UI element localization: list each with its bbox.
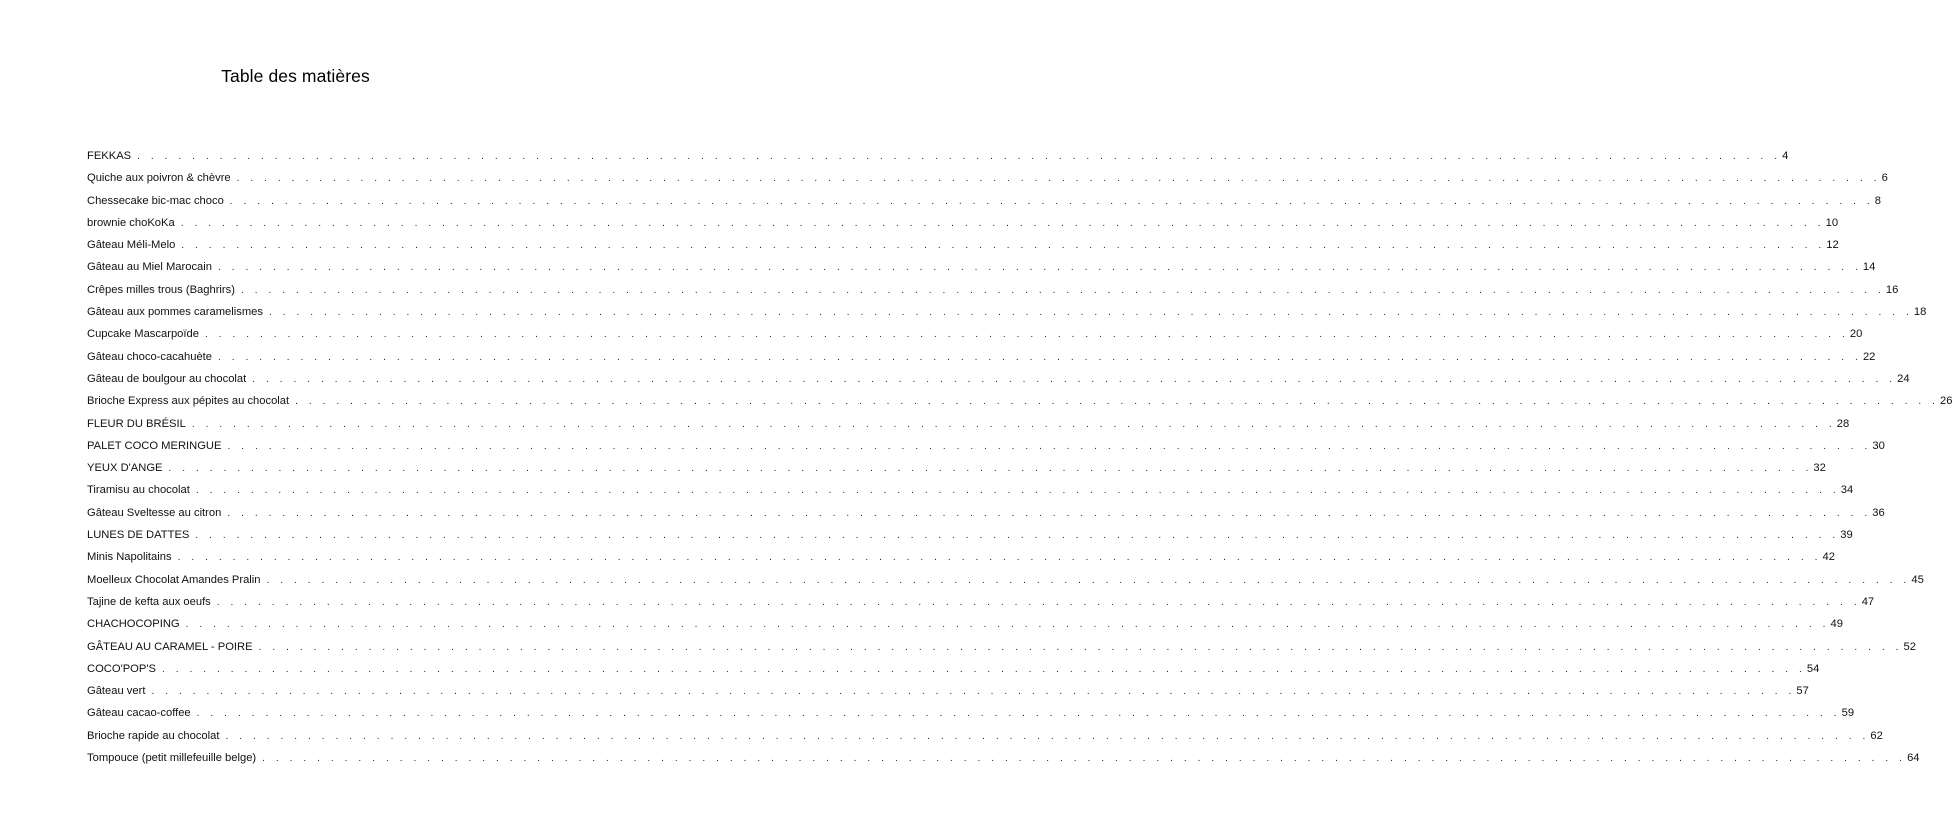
toc-entry-page-number: 16 [1885, 283, 1899, 296]
toc-entry-page-number: 32 [1813, 462, 1826, 475]
toc-entry-page-number: 42 [1822, 551, 1835, 564]
toc-entry-label: GÂTEAU AU CARAMEL - POIRE [87, 640, 253, 653]
toc-entry-page-number: 54 [1806, 662, 1820, 675]
toc-entry-page-number: 64 [1907, 752, 1920, 765]
toc-entry-label: Moelleux Chocolat Amandes Pralin [87, 573, 261, 586]
toc-entry-page-number: 24 [1897, 372, 1910, 385]
dot-leader: . . . . . . . . . . . . . . . . . . . . . . . . . . . . . . . . . . . . . . . . . . . . . . . . . . . . . . . . . . . . . . . . . . . . . . . . . . . . . . . . . . . . . . . . . . . . . . . . . . . . . . . . . . . . . . . . . . . . . . . . [181, 240, 1826, 252]
dot-leader: . . . . . . . . . . . . . . . . . . . . . . . . . . . . . . . . . . . . . . . . . . . . . . . . . . . . . . . . . . . . . . . . . . . . . . . . . . . . . . . . . . . . . . . . . . . . . . . . . . . . . . . . . . . . . . . . . . . . . . . . [252, 373, 1897, 385]
table-of-contents [87, 145, 1953, 769]
dot-leader: . . . . . . . . . . . . . . . . . . . . . . . . . . . . . . . . . . . . . . . . . . . . . . . . . . . . . . . . . . . . . . . . . . . . . . . . . . . . . . . . . . . . . . . . . . . . . . . . . . . . . . . . . . . . . . . . . . . . . . . . [225, 730, 1870, 742]
toc-entry-page-number: 47 [1861, 595, 1875, 608]
dot-leader: . . . . . . . . . . . . . . . . . . . . . . . . . . . . . . . . . . . . . . . . . . . . . . . . . . . . . . . . . . . . . . . . . . . . . . . . . . . . . . . . . . . . . . . . . . . . . . . . . . . . . . . . . . . . . . . . . . . . . . . . [268, 307, 1913, 319]
toc-entry-page-number: 12 [1826, 239, 1839, 252]
toc-entry[interactable] [87, 636, 1916, 658]
toc-entry-label: Gâteau vert [87, 685, 146, 698]
dot-leader: . . . . . . . . . . . . . . . . . . . . . . . . . . . . . . . . . . . . . . . . . . . . . . . . . . . . . . . . . . . . . . . . . . . . . . . . . . . . . . . . . . . . . . . . . . . . . . . . . . . . . . . . . . . . . . . . . . . . . . . . [227, 507, 1872, 519]
dot-leader: . . . . . . . . . . . . . . . . . . . . . . . . . . . . . . . . . . . . . . . . . . . . . . . . . . . . . . . . . . . . . . . . . . . . . . . . . . . . . . . . . . . . . . . . . . . . . . . . . . . . . . . . . . . . . . . . . . . . . . . . [180, 217, 1825, 229]
toc-entry[interactable] [87, 145, 1789, 167]
dot-leader: . . . . . . . . . . . . . . . . . . . . . . . . . . . . . . . . . . . . . . . . . . . . . . . . . . . . . . . . . . . . . . . . . . . . . . . . . . . . . . . . . . . . . . . . . . . . . . . . . . . . . . . . . . . . . . . . . . . . . . . . [295, 396, 1940, 408]
toc-entry-label: Tompouce (petit millefeuille belge) [87, 752, 257, 765]
toc-entry-page-number: 28 [1836, 417, 1850, 430]
toc-entry[interactable] [87, 502, 1885, 524]
dot-leader: . . . . . . . . . . . . . . . . . . . . . . . . . . . . . . . . . . . . . . . . . . . . . . . . . . . . . . . . . . . . . . . . . . . . . . . . . . . . . . . . . . . . . . . . . . . . . . . . . . . . . . . . . . . . . . . . . . . . . . . . [191, 418, 1836, 430]
toc-entry-label: Tiramisu au chocolat [87, 484, 190, 497]
toc-entry[interactable] [87, 234, 1839, 256]
dot-leader: . . . . . . . . . . . . . . . . . . . . . . . . . . . . . . . . . . . . . . . . . . . . . . . . . . . . . . . . . . . . . . . . . . . . . . . . . . . . . . . . . . . . . . . . . . . . . . . . . . . . . . . . . . . . . . . . . . . . . . . . [240, 284, 1885, 296]
toc-entry[interactable] [87, 256, 1876, 278]
toc-entry-page-number: 18 [1913, 306, 1927, 319]
dot-leader: . . . . . . . . . . . . . . . . . . . . . . . . . . . . . . . . . . . . . . . . . . . . . . . . . . . . . . . . . . . . . . . . . . . . . . . . . . . . . . . . . . . . . . . . . . . . . . . . . . . . . . . . . . . . . . . . . . . . . . . . [216, 596, 1861, 608]
toc-entry-label: YEUX D'ANGE [87, 462, 163, 475]
toc-entry-page-number: 10 [1825, 216, 1839, 229]
toc-entry[interactable] [87, 591, 1875, 613]
toc-entry-page-number: 6 [1881, 172, 1888, 185]
dot-leader: . . . . . . . . . . . . . . . . . . . . . . . . . . . . . . . . . . . . . . . . . . . . . . . . . . . . . . . . . . . . . . . . . . . . . . . . . . . . . . . . . . . . . . . . . . . . . . . . . . . . . . . . . . . . . . . . . . . . . . . . [266, 574, 1911, 586]
toc-entry[interactable] [87, 390, 1953, 412]
toc-entry-label: LUNES DE DATTES [87, 529, 190, 542]
toc-entry[interactable] [87, 279, 1899, 301]
toc-entry-page-number: 62 [1870, 729, 1883, 742]
toc-entry-page-number: 20 [1849, 328, 1863, 341]
toc-entry-page-number: 34 [1840, 484, 1854, 497]
toc-entry[interactable] [87, 524, 1853, 546]
dot-leader: . . . . . . . . . . . . . . . . . . . . . . . . . . . . . . . . . . . . . . . . . . . . . . . . . . . . . . . . . . . . . . . . . . . . . . . . . . . . . . . . . . . . . . . . . . . . . . . . . . . . . . . . . . . . . . . . . . . . . . . . [262, 753, 1907, 765]
toc-entry-page-number: 52 [1903, 640, 1916, 653]
toc-entry[interactable] [87, 413, 1850, 435]
dot-leader: . . . . . . . . . . . . . . . . . . . . . . . . . . . . . . . . . . . . . . . . . . . . . . . . . . . . . . . . . . . . . . . . . . . . . . . . . . . . . . . . . . . . . . . . . . . . . . . . . . . . . . . . . . . . . . . . . . . . . . . . [151, 686, 1796, 698]
toc-entry[interactable] [87, 658, 1820, 680]
toc-entry[interactable] [87, 435, 1885, 457]
toc-entry-page-number: 8 [1874, 194, 1881, 207]
toc-entry[interactable] [87, 167, 1888, 189]
toc-entry-page-number: 45 [1911, 573, 1924, 586]
toc-entry[interactable] [87, 569, 1924, 591]
toc-entry-label: Gâteau cacao-coffee [87, 707, 191, 720]
toc-entry[interactable] [87, 190, 1881, 212]
toc-entry-page-number: 59 [1841, 707, 1855, 720]
toc-entry-page-number: 36 [1872, 506, 1885, 519]
toc-entry-label: Gâteau de boulgour au chocolat [87, 372, 247, 385]
toc-entry-label: Tajine de kefta aux oeufs [87, 595, 211, 608]
toc-entry[interactable] [87, 479, 1854, 501]
toc-entry[interactable] [87, 546, 1835, 568]
toc-entry-page-number: 39 [1840, 529, 1853, 542]
dot-leader: . . . . . . . . . . . . . . . . . . . . . . . . . . . . . . . . . . . . . . . . . . . . . . . . . . . . . . . . . . . . . . . . . . . . . . . . . . . . . . . . . . . . . . . . . . . . . . . . . . . . . . . . . . . . . . . . . . . . . . . . [168, 463, 1813, 475]
toc-entry-label: Minis Napolitains [87, 551, 172, 564]
toc-entry-page-number: 49 [1830, 618, 1843, 631]
toc-entry-label: Gâteau au Miel Marocain [87, 261, 212, 274]
toc-entry-page-number: 4 [1782, 150, 1789, 162]
dot-leader: . . . . . . . . . . . . . . . . . . . . . . . . . . . . . . . . . . . . . . . . . . . . . . . . . . . . . . . . . . . . . . . . . . . . . . . . . . . . . . . . . . . . . . . . . . . . . . . . . . . . . . . . . . . . . . . . . . . . . . . . [185, 619, 1830, 631]
toc-entry-label: COCO'POP'S [87, 662, 156, 675]
toc-entry[interactable] [87, 323, 1863, 345]
toc-entry[interactable] [87, 680, 1809, 702]
toc-entry-label: Gâteau Sveltesse au citron [87, 506, 222, 519]
dot-leader: . . . . . . . . . . . . . . . . . . . . . . . . . . . . . . . . . . . . . . . . . . . . . . . . . . . . . . . . . . . . . . . . . . . . . . . . . . . . . . . . . . . . . . . . . . . . . . . . . . . . . . . . . . . . . . . . . . . . . . . . [161, 663, 1806, 675]
toc-entry[interactable] [87, 725, 1883, 747]
toc-entry-label: Brioche Express aux pépites au chocolat [87, 395, 290, 408]
toc-entry-label: Quiche aux poivron & chèvre [87, 172, 231, 185]
dot-leader: . . . . . . . . . . . . . . . . . . . . . . . . . . . . . . . . . . . . . . . . . . . . . . . . . . . . . . . . . . . . . . . . . . . . . . . . . . . . . . . . . . . . . . . . . . . . . . . . . . . . . . . . . . . . . . . . . . . . . . . . [218, 351, 1862, 363]
toc-entry[interactable] [87, 212, 1839, 234]
toc-entry-label: Gâteau Méli-Melo [87, 239, 176, 252]
toc-entry-page-number: 30 [1872, 439, 1885, 452]
toc-entry-label: Gâteau aux pommes caramelismes [87, 306, 263, 319]
dot-leader: . . . . . . . . . . . . . . . . . . . . . . . . . . . . . . . . . . . . . . . . . . . . . . . . . . . . . . . . . . . . . . . . . . . . . . . . . . . . . . . . . . . . . . . . . . . . . . . . . . . . . . . . . . . . . . . . . . . . . . . . [137, 151, 1782, 162]
toc-entry-label: FLEUR DU BRÉSIL [87, 417, 186, 430]
toc-entry[interactable] [87, 613, 1843, 635]
dot-leader: . . . . . . . . . . . . . . . . . . . . . . . . . . . . . . . . . . . . . . . . . . . . . . . . . . . . . . . . . . . . . . . . . . . . . . . . . . . . . . . . . . . . . . . . . . . . . . . . . . . . . . . . . . . . . . . . . . . . . . . . [204, 329, 1849, 341]
toc-entry-label: PALET COCO MERINGUE [87, 439, 222, 452]
toc-entry[interactable] [87, 301, 1927, 323]
toc-entry-label: brownie choKoKa [87, 216, 175, 229]
dot-leader: . . . . . . . . . . . . . . . . . . . . . . . . . . . . . . . . . . . . . . . . . . . . . . . . . . . . . . . . . . . . . . . . . . . . . . . . . . . . . . . . . . . . . . . . . . . . . . . . . . . . . . . . . . . . . . . . . . . . . . . . [177, 552, 1822, 564]
toc-entry[interactable] [87, 702, 1855, 724]
dot-leader: . . . . . . . . . . . . . . . . . . . . . . . . . . . . . . . . . . . . . . . . . . . . . . . . . . . . . . . . . . . . . . . . . . . . . . . . . . . . . . . . . . . . . . . . . . . . . . . . . . . . . . . . . . . . . . . . . . . . . . . . [196, 708, 1841, 720]
toc-entry-page-number: 26 [1940, 395, 1953, 408]
toc-entry[interactable] [87, 368, 1910, 390]
toc-entry-label: FEKKAS [87, 150, 132, 162]
toc-entry-page-number: 14 [1862, 261, 1876, 274]
toc-entry-label: Cupcake Mascarpoïde [87, 328, 199, 341]
dot-leader: . . . . . . . . . . . . . . . . . . . . . . . . . . . . . . . . . . . . . . . . . . . . . . . . . . . . . . . . . . . . . . . . . . . . . . . . . . . . . . . . . . . . . . . . . . . . . . . . . . . . . . . . . . . . . . . . . . . . . . . . [258, 641, 1903, 653]
dot-leader: . . . . . . . . . . . . . . . . . . . . . . . . . . . . . . . . . . . . . . . . . . . . . . . . . . . . . . . . . . . . . . . . . . . . . . . . . . . . . . . . . . . . . . . . . . . . . . . . . . . . . . . . . . . . . . . . . . . . . . . . [227, 440, 1872, 452]
dot-leader: . . . . . . . . . . . . . . . . . . . . . . . . . . . . . . . . . . . . . . . . . . . . . . . . . . . . . . . . . . . . . . . . . . . . . . . . . . . . . . . . . . . . . . . . . . . . . . . . . . . . . . . . . . . . . . . . . . . . . . . . [218, 262, 1862, 274]
toc-entry-label: Chessecake bic-mac choco [87, 194, 224, 207]
toc-entry-label: CHACHOCOPING [87, 618, 180, 631]
page-title: Table des matières [221, 66, 370, 86]
dot-leader: . . . . . . . . . . . . . . . . . . . . . . . . . . . . . . . . . . . . . . . . . . . . . . . . . . . . . . . . . . . . . . . . . . . . . . . . . . . . . . . . . . . . . . . . . . . . . . . . . . . . . . . . . . . . . . . . . . . . . . . . [195, 530, 1840, 542]
toc-entry-label: Gâteau choco-cacahuète [87, 350, 213, 363]
dot-leader: . . . . . . . . . . . . . . . . . . . . . . . . . . . . . . . . . . . . . . . . . . . . . . . . . . . . . . . . . . . . . . . . . . . . . . . . . . . . . . . . . . . . . . . . . . . . . . . . . . . . . . . . . . . . . . . . . . . . . . . . [195, 485, 1840, 497]
toc-entry-page-number: 22 [1862, 350, 1876, 363]
dot-leader: . . . . . . . . . . . . . . . . . . . . . . . . . . . . . . . . . . . . . . . . . . . . . . . . . . . . . . . . . . . . . . . . . . . . . . . . . . . . . . . . . . . . . . . . . . . . . . . . . . . . . . . . . . . . . . . . . . . . . . . . [229, 195, 1874, 207]
toc-entry[interactable] [87, 457, 1826, 479]
toc-entry[interactable] [87, 747, 1920, 769]
toc-entry-page-number: 57 [1796, 685, 1809, 698]
toc-entry-label: Crêpes milles trous (Baghrirs) [87, 283, 235, 296]
toc-entry-label: Brioche rapide au chocolat [87, 729, 220, 742]
toc-entry[interactable] [87, 346, 1876, 368]
dot-leader: . . . . . . . . . . . . . . . . . . . . . . . . . . . . . . . . . . . . . . . . . . . . . . . . . . . . . . . . . . . . . . . . . . . . . . . . . . . . . . . . . . . . . . . . . . . . . . . . . . . . . . . . . . . . . . . . . . . . . . . . [236, 173, 1881, 185]
